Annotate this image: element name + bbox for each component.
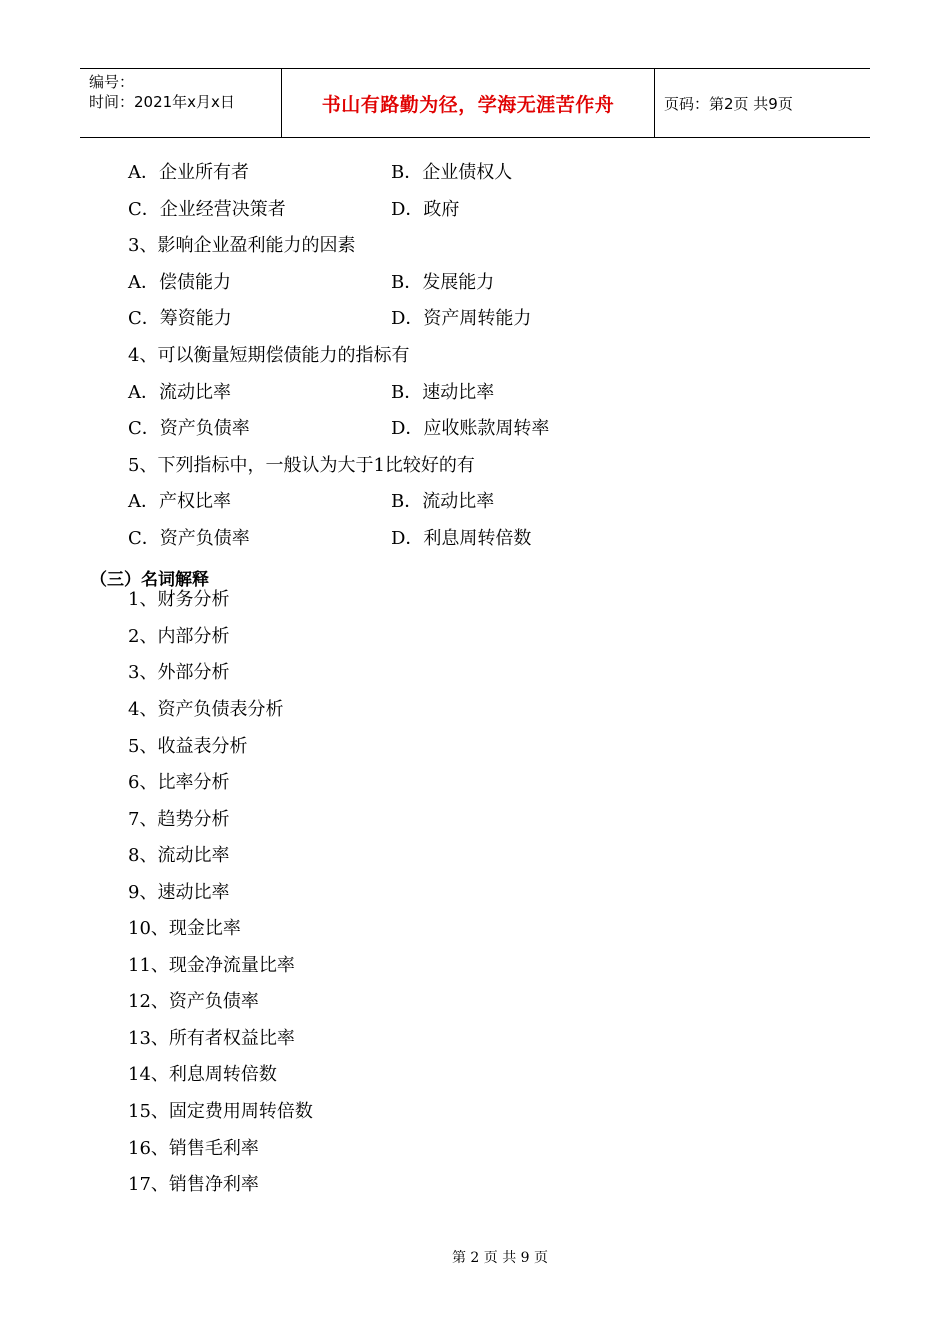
term-item: 2、内部分析 — [128, 626, 230, 647]
motto-text: 书山有路勤为径，学海无涯苦作舟 — [321, 93, 615, 116]
q5-option-a: A．产权比率 — [128, 491, 231, 512]
q4-option-d: D．应收账款周转率 — [391, 418, 550, 439]
term-item: 6、比率分析 — [128, 772, 230, 793]
header-page-info: 页码：第2页 共9页 — [664, 94, 793, 113]
page-header — [80, 68, 870, 138]
term-item: 1、财务分析 — [128, 589, 230, 610]
q5-option-c: C．资产负债率 — [128, 528, 250, 549]
document-date: 时间：2021年x月x日 — [89, 93, 235, 111]
q3-option-c: C．筹资能力 — [128, 308, 232, 329]
q2-option-d: D．政府 — [391, 199, 460, 220]
q4-option-c: C．资产负债率 — [128, 418, 250, 439]
q4-option-b: B．速动比率 — [391, 382, 495, 403]
term-item: 17、销售净利率 — [128, 1174, 259, 1195]
q4-question: 4、可以衡量短期偿债能力的指标有 — [128, 345, 410, 366]
term-item: 13、所有者权益比率 — [128, 1028, 295, 1049]
q4-option-a: A．流动比率 — [128, 382, 231, 403]
term-item: 7、趋势分析 — [128, 809, 230, 830]
term-item: 16、销售毛利率 — [128, 1138, 259, 1159]
term-item: 15、固定费用周转倍数 — [128, 1101, 313, 1122]
section-heading: （三）名词解释 — [90, 570, 209, 590]
page-footer — [0, 1247, 950, 1267]
q5-option-b: B．流动比率 — [391, 491, 495, 512]
term-item: 9、速动比率 — [128, 882, 230, 903]
term-item: 4、资产负债表分析 — [128, 699, 284, 720]
term-item: 10、现金比率 — [128, 918, 241, 939]
header-meta — [80, 69, 282, 137]
term-item: 11、现金净流量比率 — [128, 955, 295, 976]
q2-option-a: A．企业所有者 — [128, 162, 249, 183]
q3-option-b: B．发展能力 — [391, 272, 495, 293]
q2-option-c: C．企业经营决策者 — [128, 199, 286, 220]
q3-question: 3、影响企业盈利能力的因素 — [128, 235, 356, 256]
term-item: 12、资产负债率 — [128, 991, 259, 1012]
q5-question: 5、下列指标中，一般认为大于1比较好的有 — [128, 455, 475, 476]
q3-option-a: A．偿债能力 — [128, 272, 231, 293]
document-number-label: 编号： — [89, 73, 135, 91]
term-item: 5、收益表分析 — [128, 736, 248, 757]
q2-option-b: B．企业债权人 — [391, 162, 513, 183]
term-item: 3、外部分析 — [128, 662, 230, 683]
term-item: 14、利息周转倍数 — [128, 1064, 277, 1085]
footer-page-number: 第 2 页 共 9 页 — [451, 1250, 549, 1266]
q5-option-d: D．利息周转倍数 — [391, 528, 532, 549]
header-motto — [282, 69, 655, 137]
q3-option-d: D．资产周转能力 — [391, 308, 532, 329]
term-item: 8、流动比率 — [128, 845, 230, 866]
